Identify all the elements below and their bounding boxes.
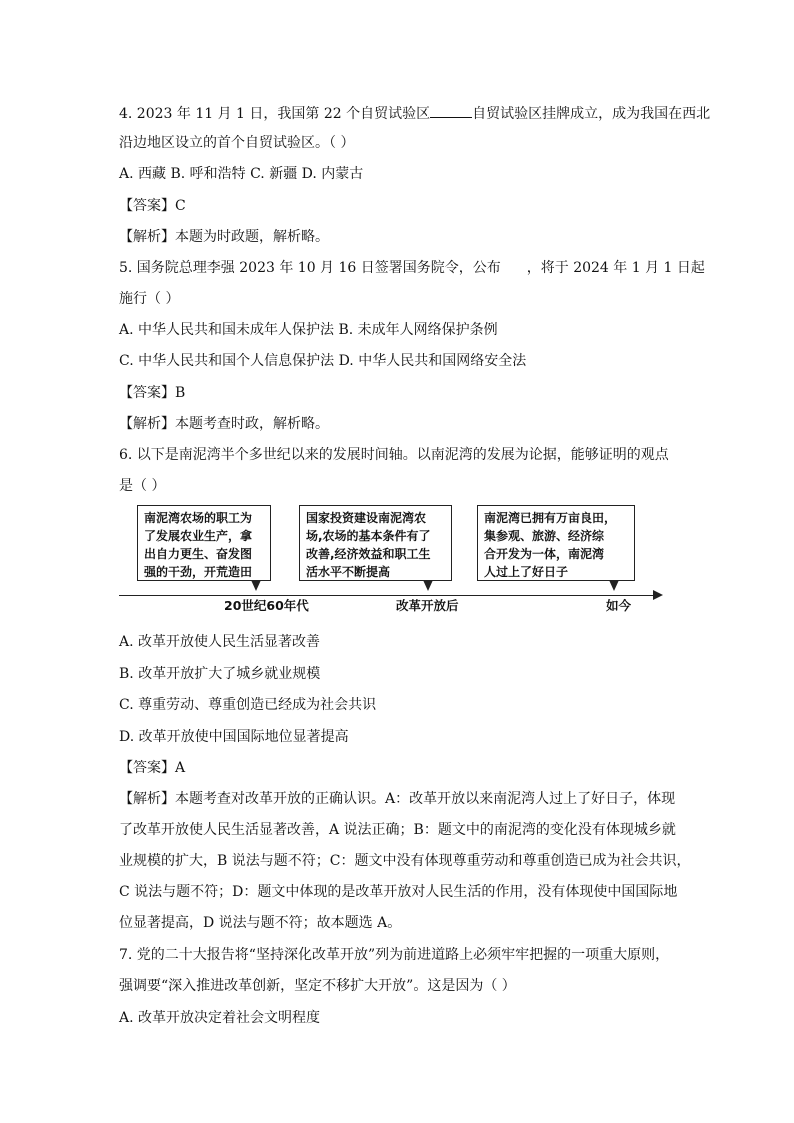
timeline-figure <box>119 505 667 617</box>
q7-stem-line-1: 7. 党的二十大报告将“坚持深化改革开放”列为前进道路上必须牢牢把握的一项重大原则， <box>119 947 670 963</box>
timeline-axis <box>119 595 657 596</box>
timeline-arrow-icon <box>653 590 663 600</box>
timeline-box-pointer <box>609 580 619 591</box>
q6-stem-line-2: 是（ ） <box>119 478 166 494</box>
timeline-box-1960s: 南泥湾农场的职工为 了发展农业生产，拿 出自力更生、奋发图 强的干劲，开荒造田 <box>137 505 271 581</box>
q6-option-a: A. 改革开放使人民生活显著改善 <box>119 634 321 650</box>
q5-stem-line-1 <box>119 258 705 278</box>
q5-analysis: 【解析】本题考查时政，解析略。 <box>119 416 329 432</box>
q5-answer: 【答案】B <box>119 385 186 401</box>
q4-answer: 【答案】C <box>119 198 186 214</box>
q4-stem-line-2: 沿边地区设立的首个自贸试验区。（ ） <box>119 135 355 151</box>
q4-answer-blank <box>430 103 472 118</box>
q5-options-1: A. 中华人民共和国未成年人保护法 B. 未成年人网络保护条例 <box>119 322 498 338</box>
q4-options: A. 西藏 B. 呼和浩特 C. 新疆 D. 内蒙古 <box>119 166 364 182</box>
timeline-box-pointer <box>251 580 261 591</box>
q5-stem-line-2: 施行（ ） <box>119 291 180 307</box>
q5-stem-part-a: 5. 国务院总理李强 2023 年 10 月 16 日签署国务院令，公布 <box>119 260 501 276</box>
q6-analysis-line-2: 了改革开放使人民生活显著改善，A 说法正确；B：题文中的南泥湾的变化没有体现城乡就 <box>119 822 676 838</box>
timeline-box-reform: 国家投资建设南泥湾农 场,农场的基本条件有了 改善,经济效益和职工生 活水平不断提高 <box>299 505 452 581</box>
q5-stem-part-b: ，将于 2024 年 1 月 1 日起 <box>526 260 705 276</box>
timeline-label-1960s: 20世纪60年代 <box>224 598 309 613</box>
q4-analysis: 【解析】本题为时政题，解析略。 <box>119 229 329 245</box>
timeline-label-today: 如今 <box>606 598 632 613</box>
q7-option-a: A. 改革开放决定着社会文明程度 <box>119 1010 321 1026</box>
q7-stem-line-2: 强调要“深入推进改革创新，坚定不移扩大开放”。这是因为（ ） <box>119 978 516 994</box>
q6-analysis-line-5: 位显著提高，D 说法与题不符；故本题选 A。 <box>119 915 402 931</box>
q6-stem-line-1: 6. 以下是南泥湾半个多世纪以来的发展时间轴。以南泥湾的发展为论据，能够证明的观点 <box>119 447 669 463</box>
q4-stem-part-b: 自贸试验区挂牌成立，成为我国在西北 <box>472 106 711 122</box>
q4-stem-line-1 <box>119 103 710 124</box>
q6-option-d: D. 改革开放使中国国际地位显著提高 <box>119 729 349 745</box>
q6-option-b: B. 改革开放扩大了城乡就业规模 <box>119 666 321 682</box>
timeline-box-pointer <box>423 580 433 591</box>
q6-answer: 【答案】A <box>119 760 186 776</box>
q6-option-c: C. 尊重劳动、尊重创造已经成为社会共识 <box>119 697 377 713</box>
timeline-label-reform: 改革开放后 <box>396 598 459 613</box>
q5-options-2: C. 中华人民共和国个人信息保护法 D. 中华人民共和国网络安全法 <box>119 353 527 369</box>
timeline-box-today: 南泥湾已拥有万亩良田， 集参观、旅游、经济综 合开发为一体，南泥湾 人过上了好日子 <box>477 505 635 581</box>
q6-analysis-line-4: C 说法与题不符；D：题文中体现的是改革开放对人民生活的作用，没有体现使中国国际地 <box>119 884 678 900</box>
q6-analysis-line-3: 业规模的扩大，B 说法与题不符；C：题文中没有体现尊重劳动和尊重创造已成为社会共识， <box>119 853 691 869</box>
q4-stem-part-a: 4. 2023 年 11 月 1 日，我国第 22 个自贸试验区 <box>119 106 431 122</box>
q6-analysis-line-1: 【解析】本题考查对改革开放的正确认识。A：改革开放以来南泥湾人过上了好日子，体现 <box>119 791 676 807</box>
